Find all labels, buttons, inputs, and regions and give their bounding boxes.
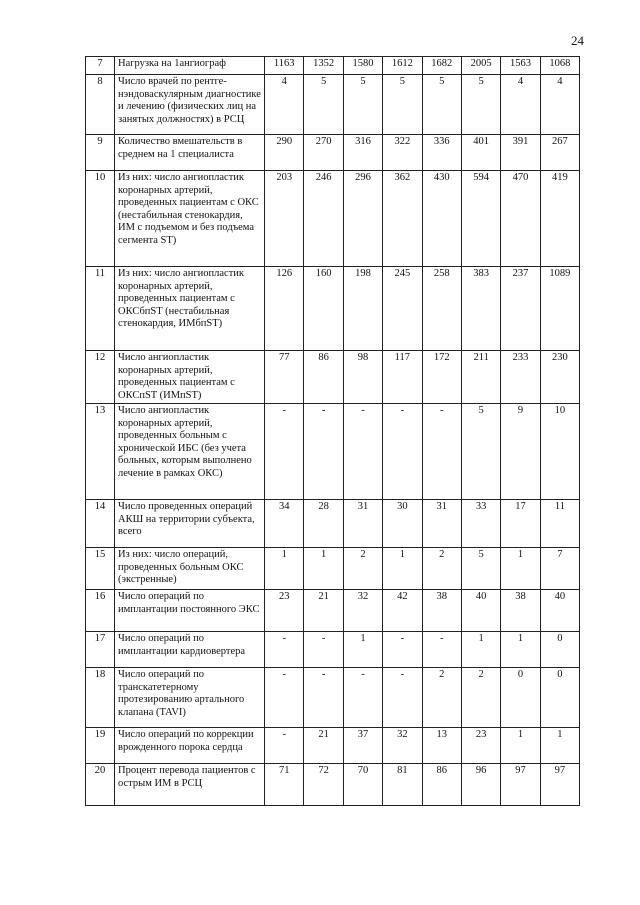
row-number: 17 (86, 632, 115, 668)
row-label: Число врачей по рентге-нэндоваскулярным диагностике и лечению (физических лиц на занятых должностях) в РСЦ (115, 75, 265, 135)
row-value: 5 (461, 404, 500, 500)
table-row (86, 57, 580, 75)
row-value: 2 (343, 548, 382, 590)
row-value: 23 (461, 728, 500, 764)
row-value: 1 (501, 548, 540, 590)
row-number: 15 (86, 548, 115, 590)
row-label: Количество вмешательств в среднем на 1 специалиста (115, 135, 265, 171)
row-number: 16 (86, 590, 115, 632)
row-value: 11 (540, 500, 579, 548)
row-value: 97 (501, 764, 540, 806)
row-number: 7 (86, 57, 115, 75)
row-value: 10 (540, 404, 579, 500)
row-number: 19 (86, 728, 115, 764)
row-number: 14 (86, 500, 115, 548)
row-value: 258 (422, 267, 461, 351)
row-value: 81 (383, 764, 422, 806)
row-value: 230 (540, 351, 579, 404)
row-value: 40 (540, 590, 579, 632)
row-value: - (265, 668, 304, 728)
row-number: 13 (86, 404, 115, 500)
row-value: 237 (501, 267, 540, 351)
row-value: 1 (501, 728, 540, 764)
row-value: 1089 (540, 267, 579, 351)
row-value: 34 (265, 500, 304, 548)
row-value: 270 (304, 135, 343, 171)
row-value: 42 (383, 590, 422, 632)
page-number: 24 (571, 33, 584, 48)
row-value: 594 (461, 171, 500, 267)
table-row (86, 404, 580, 500)
row-value: 72 (304, 764, 343, 806)
row-label: Из них: число операций, проведенных больным ОКС (экстренные) (115, 548, 265, 590)
row-value: 198 (343, 267, 382, 351)
row-value: 5 (461, 548, 500, 590)
row-value: 1580 (343, 57, 382, 75)
row-value: 77 (265, 351, 304, 404)
row-value: - (265, 404, 304, 500)
row-value: 1563 (501, 57, 540, 75)
row-value: 30 (383, 500, 422, 548)
row-value: 38 (501, 590, 540, 632)
row-label: Из них: число ангиопластик коронарных артерий, проведенных пациентам с ОКСбпST (нестабильная стенокардия, ИМбпST) (115, 267, 265, 351)
row-label: Нагрузка на 1ангиограф (115, 57, 265, 75)
row-value: 1163 (265, 57, 304, 75)
row-value: 5 (383, 75, 422, 135)
row-value: - (383, 632, 422, 668)
row-label: Число операций по имплантации кардиовертера (115, 632, 265, 668)
row-label: Число ангиопластик коронарных артерий, проведенных больным с хронической ИБС (без учета больных, которым выполнено лечение в рамках ОКС) (115, 404, 265, 500)
row-value: - (304, 632, 343, 668)
row-value: 97 (540, 764, 579, 806)
row-value: 70 (343, 764, 382, 806)
row-value: 4 (501, 75, 540, 135)
row-value: - (304, 404, 343, 500)
row-value: 96 (461, 764, 500, 806)
table-row (86, 135, 580, 171)
table-row (86, 632, 580, 668)
row-value: 391 (501, 135, 540, 171)
row-value: 98 (343, 351, 382, 404)
row-value: - (265, 728, 304, 764)
row-value: 71 (265, 764, 304, 806)
row-value: 0 (501, 668, 540, 728)
row-value: 7 (540, 548, 579, 590)
row-value: 5 (422, 75, 461, 135)
row-value: 21 (304, 590, 343, 632)
table-row (86, 267, 580, 351)
row-value: 2 (422, 668, 461, 728)
row-number: 18 (86, 668, 115, 728)
row-value: 419 (540, 171, 579, 267)
row-value: 32 (383, 728, 422, 764)
row-value: 1 (540, 728, 579, 764)
row-value: 86 (304, 351, 343, 404)
row-value: 33 (461, 500, 500, 548)
row-value: - (383, 404, 422, 500)
row-number: 8 (86, 75, 115, 135)
row-value: 267 (540, 135, 579, 171)
table-row (86, 668, 580, 728)
row-value: 86 (422, 764, 461, 806)
row-value: 160 (304, 267, 343, 351)
row-value: - (422, 632, 461, 668)
row-number: 9 (86, 135, 115, 171)
row-value: 1 (304, 548, 343, 590)
row-value: 383 (461, 267, 500, 351)
row-value: 211 (461, 351, 500, 404)
row-value: 40 (461, 590, 500, 632)
row-value: 31 (422, 500, 461, 548)
row-value: 296 (343, 171, 382, 267)
row-value: 336 (422, 135, 461, 171)
row-value: 4 (540, 75, 579, 135)
table-row (86, 351, 580, 404)
row-value: 430 (422, 171, 461, 267)
table-row (86, 171, 580, 267)
row-value: 13 (422, 728, 461, 764)
row-value: 2 (461, 668, 500, 728)
row-value: 245 (383, 267, 422, 351)
row-value: 470 (501, 171, 540, 267)
row-value: 1612 (383, 57, 422, 75)
row-value: 233 (501, 351, 540, 404)
row-value: 0 (540, 632, 579, 668)
table-row (86, 764, 580, 806)
row-value: 1 (265, 548, 304, 590)
row-value: 5 (461, 75, 500, 135)
row-value: 246 (304, 171, 343, 267)
row-value: 5 (343, 75, 382, 135)
row-value: - (383, 668, 422, 728)
row-value: 28 (304, 500, 343, 548)
row-value: 362 (383, 171, 422, 267)
row-label: Число проведенных операций АКШ на территории субъекта, всего (115, 500, 265, 548)
row-value: 38 (422, 590, 461, 632)
row-value: 1 (461, 632, 500, 668)
row-label: Число операций по транскатетерному протезированию артального клапана (TAVI) (115, 668, 265, 728)
row-value: 1 (343, 632, 382, 668)
statistics-table (85, 56, 580, 806)
row-value: 322 (383, 135, 422, 171)
row-value: 1 (383, 548, 422, 590)
row-value: 203 (265, 171, 304, 267)
row-value: 9 (501, 404, 540, 500)
row-value: 32 (343, 590, 382, 632)
row-value: 21 (304, 728, 343, 764)
row-number: 11 (86, 267, 115, 351)
table-row (86, 500, 580, 548)
table-row (86, 728, 580, 764)
row-value: 2005 (461, 57, 500, 75)
table-row (86, 548, 580, 590)
row-label: Из них: число ангиопластик коронарных артерий, проведенных пациентам с ОКС (нестабильная стенокардия, ИМ с подъемом и без подъема сегмента ST) (115, 171, 265, 267)
row-value: 1352 (304, 57, 343, 75)
row-value: 17 (501, 500, 540, 548)
row-value: 401 (461, 135, 500, 171)
row-value: - (343, 404, 382, 500)
row-value: 117 (383, 351, 422, 404)
row-number: 20 (86, 764, 115, 806)
table-row (86, 75, 580, 135)
row-value: - (304, 668, 343, 728)
row-value: 172 (422, 351, 461, 404)
row-value: 1 (501, 632, 540, 668)
row-value: - (422, 404, 461, 500)
row-value: 0 (540, 668, 579, 728)
row-label: Число ангиопластик коронарных артерий, проведенных пациентам с ОКСпST (ИМпST) (115, 351, 265, 404)
row-value: 126 (265, 267, 304, 351)
row-label: Процент перевода пациентов с острым ИМ в РСЦ (115, 764, 265, 806)
row-value: 31 (343, 500, 382, 548)
row-value: 37 (343, 728, 382, 764)
row-value: 2 (422, 548, 461, 590)
row-value: 5 (304, 75, 343, 135)
row-value: 23 (265, 590, 304, 632)
row-number: 10 (86, 171, 115, 267)
table-row (86, 590, 580, 632)
row-value: 290 (265, 135, 304, 171)
row-label: Число операций по коррекции врожденного порока сердца (115, 728, 265, 764)
row-label: Число операций по имплантации постоянного ЭКС (115, 590, 265, 632)
row-value: 4 (265, 75, 304, 135)
row-value: - (343, 668, 382, 728)
row-number: 12 (86, 351, 115, 404)
row-value: 1068 (540, 57, 579, 75)
row-value: 316 (343, 135, 382, 171)
row-value: - (265, 632, 304, 668)
row-value: 1682 (422, 57, 461, 75)
